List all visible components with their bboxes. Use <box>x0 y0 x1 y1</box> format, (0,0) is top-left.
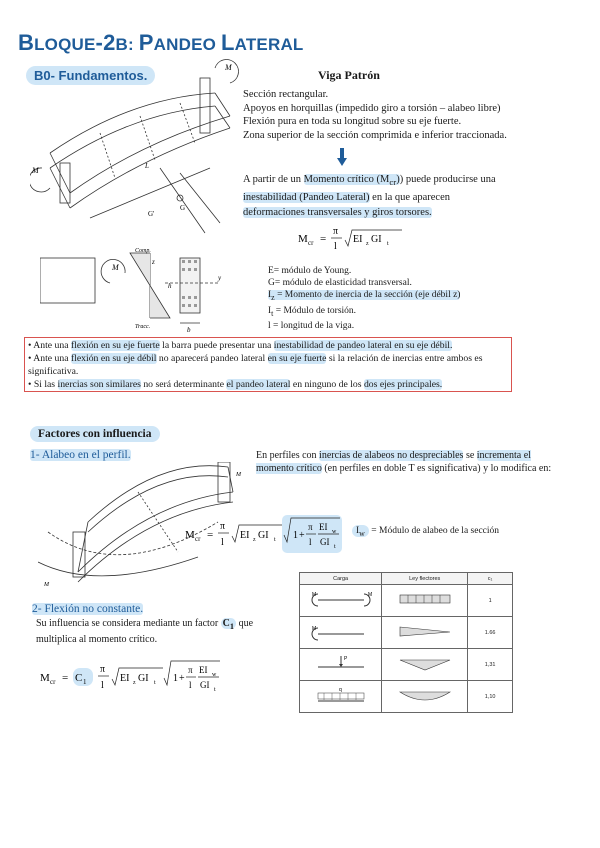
svg-text:w: w <box>332 529 337 535</box>
svg-text:t: t <box>387 241 389 247</box>
svg-text:M: M <box>44 582 49 588</box>
col-c1: c₁ <box>468 573 513 585</box>
svg-text:t: t <box>154 680 156 686</box>
variable-definitions: E= módulo de Young. G= módulo de elasticidad transversal. $I_z$ = Momento de inercia de la sección (eje débil z) $I_t$ = Módulo de torsión. l = longitud de la viga. <box>268 266 461 331</box>
svg-text:=: = <box>320 233 327 245</box>
svg-text:t: t <box>274 537 276 543</box>
tracc-label: Tracc. <box>135 324 151 330</box>
svg-text:EI: EI <box>199 665 208 675</box>
svg-text:M: M <box>298 233 308 245</box>
svg-text:P: P <box>343 655 347 662</box>
svg-text:M: M <box>225 63 232 72</box>
section-b0-heading: B0- Fundamentos. <box>26 68 155 83</box>
beam-perspective-figure <box>30 58 240 248</box>
svg-text:G': G' <box>148 210 155 218</box>
svg-text:l: l <box>189 680 192 690</box>
svg-text:l: l <box>309 537 312 547</box>
svg-text:M: M <box>112 263 119 272</box>
svg-text:h: h <box>168 282 172 290</box>
svg-text:=: = <box>207 529 214 541</box>
table-row: P 1,31 <box>300 649 513 681</box>
svg-text:GI: GI <box>258 530 269 541</box>
svg-text:EI: EI <box>319 522 328 532</box>
svg-text:π: π <box>188 665 193 675</box>
viga-description: Sección rectangular. Apoyos en horquillas (impedido giro a torsión – alabeo libre) Flexión pura en toda su longitud sobre su eje fuerte. Zona superior de la sección comprimida e inferior traccionada. <box>243 89 507 141</box>
svg-text:GI: GI <box>371 234 382 245</box>
comp-label: Comp. <box>135 248 151 254</box>
down-arrow-icon <box>337 148 347 171</box>
svg-text:z: z <box>253 537 256 543</box>
svg-text:z: z <box>133 680 136 686</box>
svg-text:y: y <box>218 274 222 282</box>
svg-text:M: M <box>311 591 316 598</box>
key-notes-box: • Ante una flexión en su eje fuerte la barra puede presentar una inestabilidad de pandeo lateral en su eje débil. • Ante una flexión en su eje débil no aparecerá pandeo lateral en su eje fuerte si la relación de inercias entre ambos es significativa. • Si las inercias son similares no será determinante el pandeo lateral en ninguno de los dos ejes principales. <box>24 337 512 392</box>
svg-text:1: 1 <box>173 673 178 684</box>
col-ley-flectores: Ley flectores <box>382 573 468 585</box>
critical-moment-formula <box>298 222 408 256</box>
svg-text:w: w <box>212 672 217 678</box>
svg-text:π: π <box>333 226 339 237</box>
table-row: M 1.66 <box>300 617 513 649</box>
warping-critical-moment-formula <box>185 515 345 555</box>
svg-text:M: M <box>40 672 50 684</box>
pandeo-description: A partir de un Momento crítico $(M_{cr})$) puede producirse una inestabilidad (Pandeo Lateral) en la que aparecen deformaciones transversales y giros torsores. <box>243 174 496 219</box>
svg-text:b: b <box>187 326 191 333</box>
svg-text:+: + <box>299 530 305 541</box>
flexion-description: Su influencia se considera mediante un factor $C_1$ que multiplica al momento crítico. <box>36 618 254 645</box>
svg-text:z: z <box>152 258 155 266</box>
col-carga: Carga <box>300 573 382 585</box>
svg-text:t: t <box>334 544 336 550</box>
iw-definition: $I_w$ = Módulo de alabeo de la sección <box>352 526 499 538</box>
svg-text:EI: EI <box>240 530 250 541</box>
viga-patron-title: Viga Patrón <box>318 68 380 82</box>
svg-text:C: C <box>75 672 83 684</box>
svg-text:l: l <box>221 537 224 548</box>
svg-text:z: z <box>366 241 369 247</box>
svg-text:+: + <box>179 673 185 684</box>
svg-text:M: M <box>367 591 372 598</box>
svg-text:M: M <box>185 529 195 541</box>
svg-text:L: L <box>145 162 149 170</box>
svg-text:cr: cr <box>195 535 201 543</box>
table-row: M M 1 <box>300 585 513 617</box>
svg-text:EI: EI <box>353 234 363 245</box>
svg-text:G: G <box>180 204 186 212</box>
svg-text:1: 1 <box>83 678 87 686</box>
svg-text:GI: GI <box>138 673 149 684</box>
svg-text:q: q <box>338 686 342 693</box>
svg-text:=: = <box>62 672 69 684</box>
svg-text:π: π <box>308 522 313 532</box>
svg-text:M: M <box>236 472 241 478</box>
svg-text:cr: cr <box>50 678 56 686</box>
svg-text:t: t <box>214 687 216 693</box>
svg-text:l: l <box>101 680 104 691</box>
page-title: BLOQUE-2B: PANDEO LATERAL <box>18 30 304 55</box>
section-stress-figure <box>40 248 230 333</box>
alabeo-description: En perfiles con inercias de alabeos no despreciables se incrementa el momento crítico (en perfiles en doble T es significativa) y lo modifica en: <box>256 450 552 474</box>
svg-text:EI: EI <box>120 673 130 684</box>
svg-text:GI: GI <box>200 680 210 690</box>
svg-text:π: π <box>100 664 106 675</box>
svg-text:GI: GI <box>320 537 330 547</box>
svg-text:l: l <box>334 241 337 252</box>
c1-factor-table <box>299 572 513 713</box>
flexion-heading: 2- Flexión no constante. <box>32 603 144 615</box>
c1-critical-moment-formula <box>40 658 240 698</box>
table-row: q 1,10 <box>300 681 513 713</box>
svg-text:π: π <box>220 521 226 532</box>
table-header-row <box>300 573 513 585</box>
alabeo-heading: 1- Alabeo en el perfil. <box>30 449 131 461</box>
svg-text:M: M <box>311 625 316 632</box>
svg-text:1: 1 <box>293 530 298 541</box>
moment-label: M <box>32 166 39 175</box>
svg-text:cr: cr <box>308 239 314 247</box>
factores-heading: Factores con influencia <box>30 428 160 440</box>
